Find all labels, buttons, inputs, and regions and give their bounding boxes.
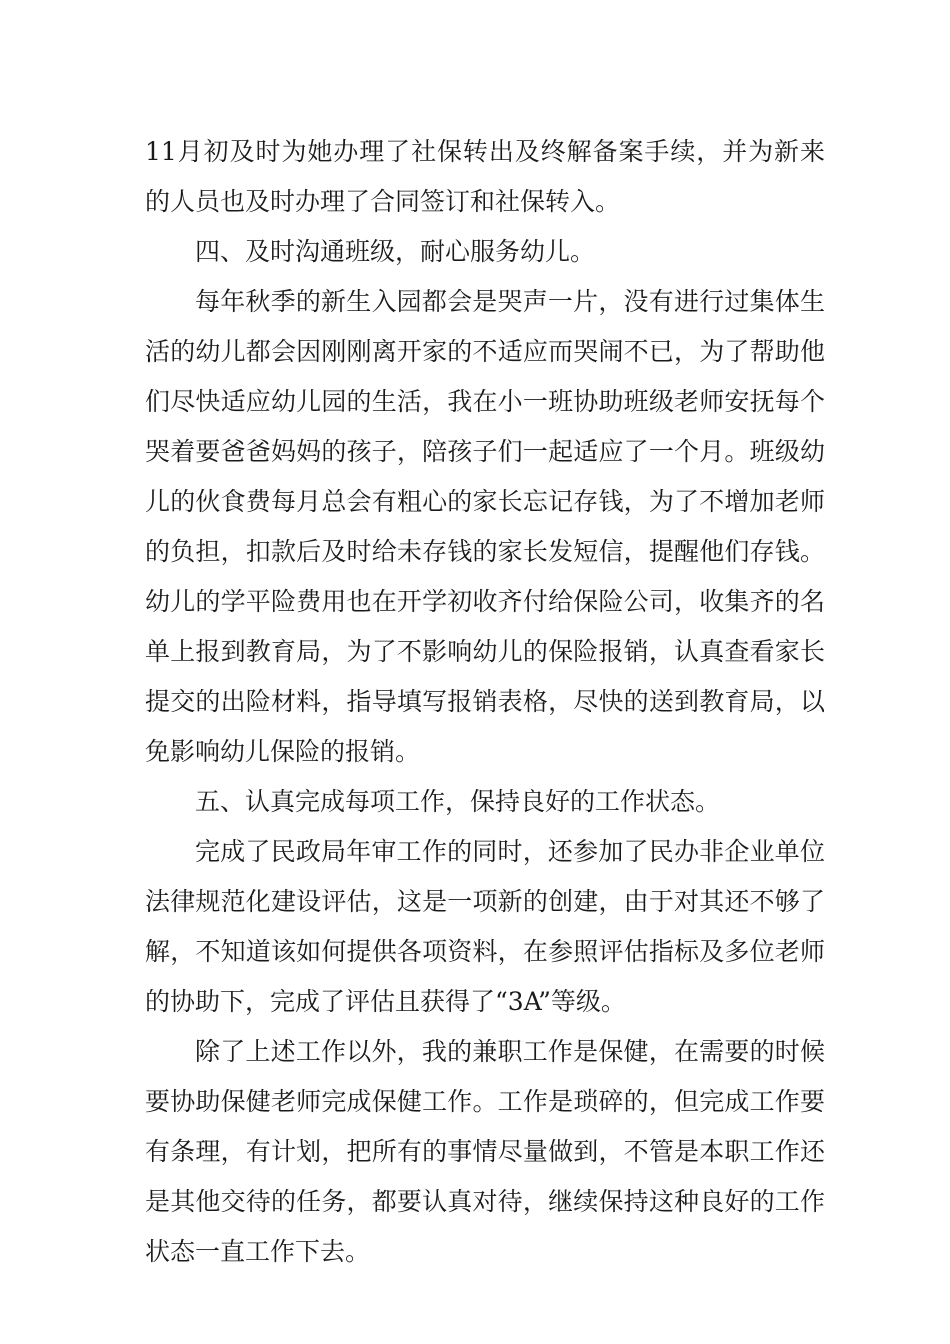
paragraph-part-time-work: 除了上述工作以外，我的兼职工作是保健，在需要的时候要协助保健老师完成保健工作。工作是琐碎的，但完成工作要有条理，有计划，把所有的事情尽量做到，不管是本职工作还是其他交待的任务，都要认真对待，继续保持这种良好的工作状态一直工作下去。 [145,1037,825,1266]
document-body [145,127,825,1277]
paragraph-social-security: 11月初及时为她办理了社保转出及终解备案手续，并为新来的人员也及时办理了合同签订和社保转入。 [145,137,825,216]
paragraph-annual-review: 完成了民政局年审工作的同时，还参加了民办非企业单位法律规范化建设评估，这是一项新的创建，由于对其还不够了解，不知道该如何提供各项资料，在参照评估指标及多位老师的协助下，完成了评估且获得了“3A”等级。 [145,837,825,1016]
paragraph-new-students: 每年秋季的新生入园都会是哭声一片，没有进行过集体生活的幼儿都会因刚刚离开家的不适应而哭闹不已，为了帮助他们尽快适应幼儿园的生活，我在小一班协助班级老师安抚每个哭着要爸爸妈妈的孩子，陪孩子们一起适应了一个月。班级幼儿的伙食费每月总会有粗心的家长忘记存钱，为了不增加老师的负担，扣款后及时给未存钱的家长发短信，提醒他们存钱。幼儿的学平险费用也在开学初收齐付给保险公司，收集齐的名单上报到教育局，为了不影响幼儿的保险报销，认真查看家长提交的出险材料，指导填写报销表格，尽快的送到教育局，以免影响幼儿保险的报销。 [145,287,825,766]
heading-section-five: 五、认真完成每项工作，保持良好的工作状态。 [195,787,721,816]
heading-section-four: 四、及时沟通班级，耐心服务幼儿。 [195,237,596,266]
